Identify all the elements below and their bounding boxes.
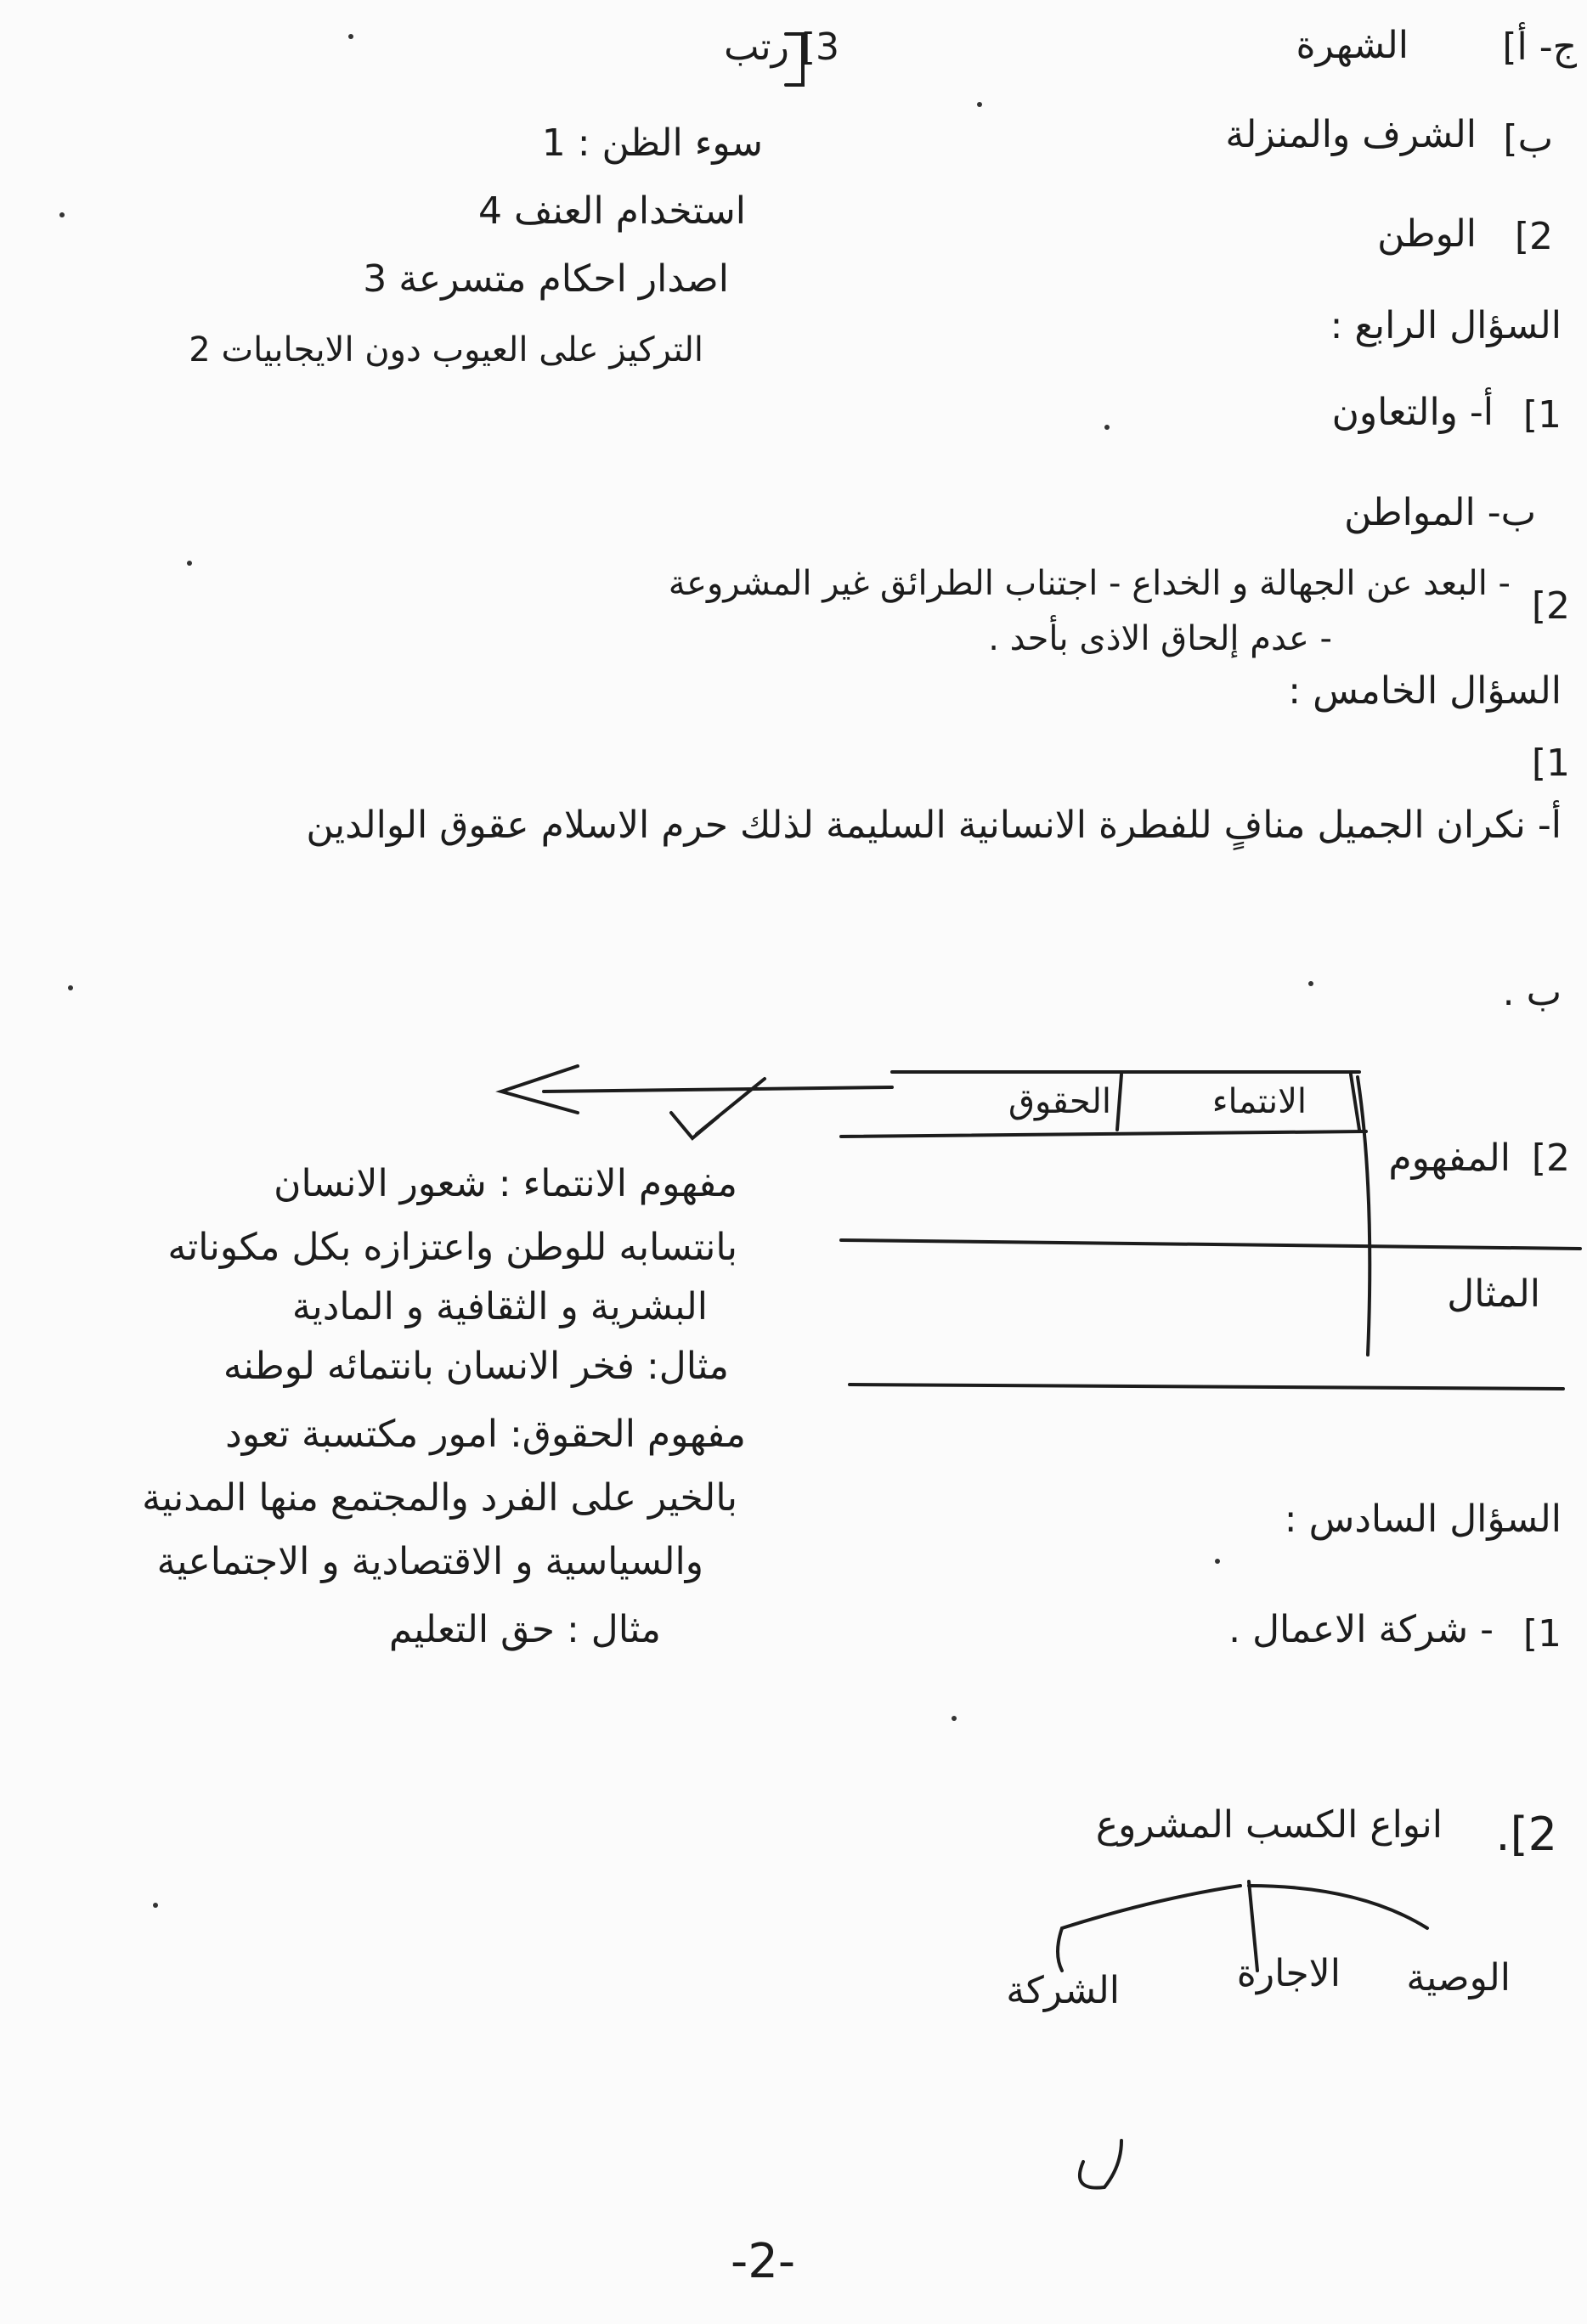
q3-a-answer: الشهرة bbox=[1296, 24, 1409, 67]
q5-1a-answer: أ- نكران الجميل منافٍ للفطرة الانسانية السليمة لذلك حرم الاسلام عقوق الوالدين bbox=[306, 804, 1562, 847]
q3-b-answer: الشرف والمنزلة bbox=[1225, 113, 1477, 156]
table-middle-line bbox=[841, 1240, 1580, 1249]
table-col-divider bbox=[1117, 1075, 1121, 1130]
stray-dot bbox=[1215, 1559, 1220, 1564]
q4-1-label: 1] bbox=[1522, 393, 1562, 437]
stray-dot bbox=[187, 561, 192, 566]
def-belonging-1: مفهوم الانتماء : شعور الانسان bbox=[274, 1162, 737, 1205]
arrow-left-line bbox=[544, 1087, 892, 1091]
stray-dot bbox=[59, 212, 65, 217]
q5-1b-answer: ب . bbox=[1502, 971, 1562, 1014]
def-rights-3: والسياسية و الاقتصادية و الاجتماعية bbox=[156, 1540, 703, 1583]
branch-partnership: الشركة bbox=[1006, 1969, 1120, 2012]
stray-dot bbox=[68, 985, 73, 990]
q4-1b-answer: ب- المواطن bbox=[1344, 491, 1536, 534]
q6-1-label: 1] bbox=[1522, 1612, 1562, 1656]
q4-2-line2: - عدم إلحاق الاذى بأحد . bbox=[988, 619, 1332, 658]
q3-b-label: ب] bbox=[1503, 117, 1553, 161]
q6-2-answer: انواع الكسب المشروع bbox=[1095, 1803, 1443, 1847]
q6-title: السؤال السادس : bbox=[1284, 1498, 1562, 1541]
def-belonging-3: البشرية و الثقافية و المادية bbox=[291, 1285, 708, 1328]
stray-dot bbox=[977, 102, 982, 107]
tree-branch-left bbox=[1058, 1886, 1240, 1971]
q5-1-label: 1] bbox=[1531, 742, 1570, 785]
stray-dot bbox=[1308, 981, 1313, 986]
order-line-4: التركيز على العيوب دون الايجابيات 2 bbox=[189, 330, 703, 369]
def-rights-2: بالخير على الفرد والمجتمع منها المدنية bbox=[142, 1476, 737, 1520]
q3-2-label: 2] bbox=[1514, 215, 1553, 258]
q4-title: السؤال الرابع : bbox=[1330, 304, 1562, 347]
def-rights-1: مفهوم الحقوق: امور مكتسبة تعود bbox=[225, 1413, 746, 1456]
table-row-concept: المفهوم bbox=[1388, 1137, 1511, 1180]
q6-1-answer: - شركة الاعمال . bbox=[1228, 1608, 1494, 1651]
q3-order-label: 3] رتب bbox=[724, 25, 839, 69]
stray-dot bbox=[348, 34, 353, 39]
q3-a-label: ج- أ] bbox=[1502, 25, 1577, 69]
tree-branch-right bbox=[1249, 1886, 1427, 1928]
arrow-left-head bbox=[501, 1066, 578, 1113]
table-row-example: المثال bbox=[1447, 1272, 1540, 1316]
order-line-1: سوء الظن : 1 bbox=[541, 121, 763, 165]
branch-lease: الاجارة bbox=[1236, 1952, 1341, 1995]
table-header-line bbox=[841, 1131, 1366, 1137]
q4-2-label: 2] bbox=[1531, 584, 1570, 628]
example-rights: مثال : حق التعليم bbox=[388, 1608, 661, 1651]
q5-title: السؤال الخامس : bbox=[1288, 669, 1562, 713]
stray-dot bbox=[952, 1716, 957, 1721]
q4-2-line1: - البعد عن الجهالة و الخداع - اجتناب الطرائق غير المشروعة bbox=[668, 564, 1511, 603]
stray-dot bbox=[1104, 425, 1110, 430]
q3-2-answer: الوطن bbox=[1377, 212, 1477, 256]
order-line-2: استخدام العنف 4 bbox=[478, 189, 746, 233]
table-vertical-line bbox=[1358, 1077, 1370, 1355]
q5-2-label: 2] bbox=[1531, 1137, 1570, 1180]
branch-will: الوصية bbox=[1406, 1956, 1511, 2000]
example-belonging: مثال: فخر الانسان بانتمائه لوطنه bbox=[223, 1345, 729, 1388]
q4-1a-answer: أ- والتعاون bbox=[1331, 391, 1494, 434]
page-number: -2- bbox=[731, 2234, 796, 2289]
def-belonging-2: بانتسابه للوطن واعتزازه بكل مكوناته bbox=[167, 1226, 737, 1269]
table-bottom-line bbox=[850, 1385, 1563, 1389]
checkmark bbox=[1080, 2141, 1121, 2188]
q6-2-label: 2]. bbox=[1495, 1808, 1557, 1861]
stray-dot bbox=[153, 1903, 158, 1908]
order-line-3: اصدار احكام متسرعة 3 bbox=[363, 257, 729, 301]
table-header-belonging: الانتماء bbox=[1211, 1082, 1307, 1121]
arrow-diag-head bbox=[671, 1113, 718, 1138]
table-header-rights: الحقوق bbox=[1008, 1082, 1111, 1121]
